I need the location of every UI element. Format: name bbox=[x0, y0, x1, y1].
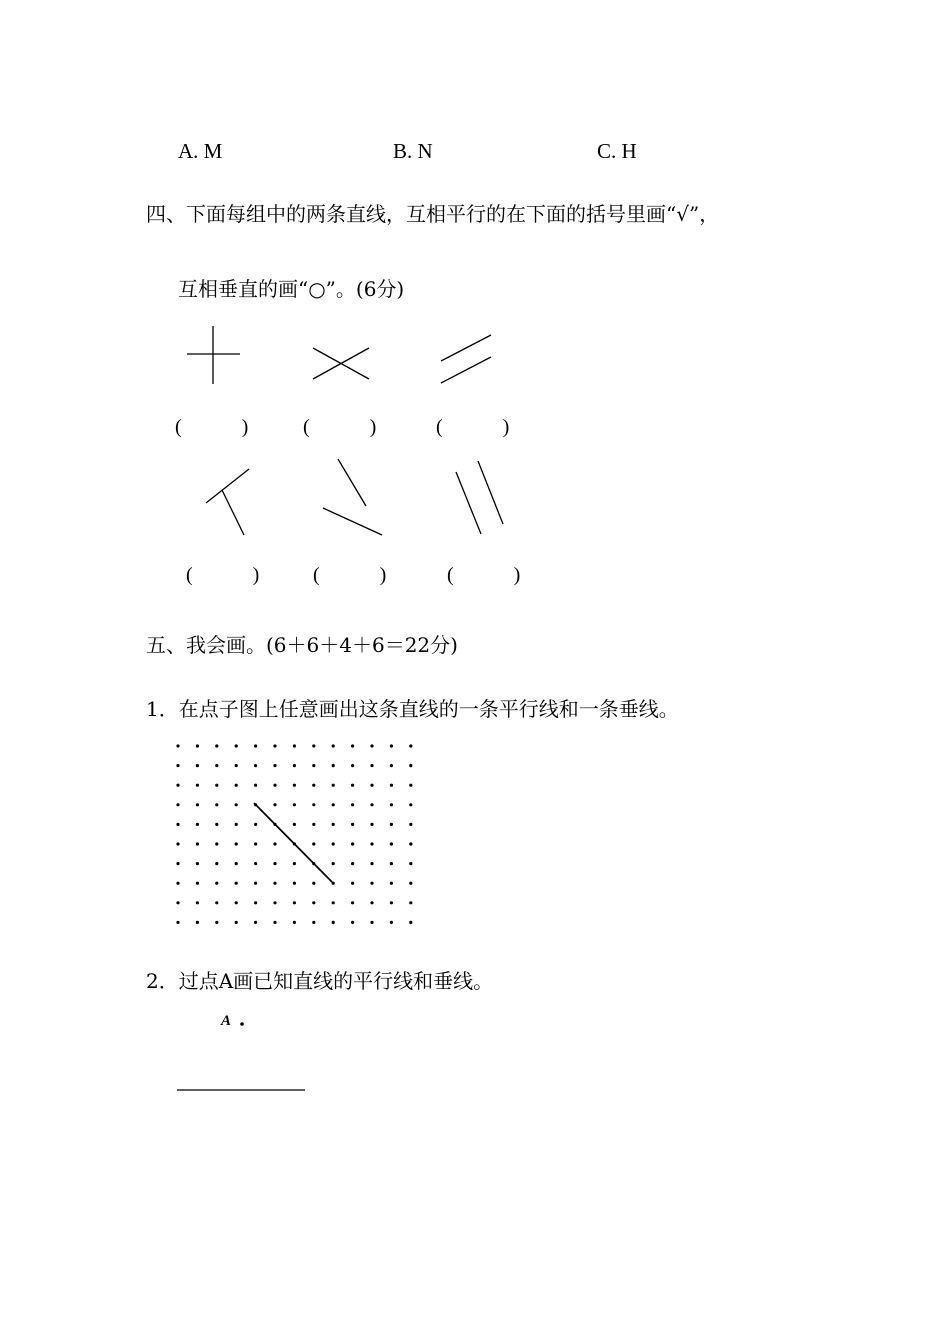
grid-dot bbox=[196, 882, 199, 885]
grid-dot bbox=[196, 744, 199, 747]
grid-dot bbox=[273, 803, 276, 806]
grid-dot bbox=[235, 744, 238, 747]
grid-dot bbox=[293, 921, 296, 924]
grid-dot bbox=[409, 823, 412, 826]
grid-dot bbox=[176, 901, 179, 904]
answer-blank-4[interactable]: ( ) bbox=[186, 564, 260, 586]
grid-dot bbox=[370, 744, 373, 747]
grid-dot bbox=[312, 744, 315, 747]
grid-dot bbox=[176, 784, 179, 787]
figure-intersecting-x bbox=[313, 348, 369, 379]
grid-dot bbox=[351, 842, 354, 845]
grid-dot bbox=[351, 823, 354, 826]
choice-b: B. N bbox=[393, 139, 433, 163]
figure-non-intersecting-lines bbox=[323, 459, 382, 535]
point-a-label: A bbox=[221, 1013, 232, 1029]
grid-dot bbox=[196, 862, 199, 865]
question-1: 1．在点子图上任意画出这条直线的一条平行线和一条垂线。 bbox=[146, 697, 679, 721]
grid-dot bbox=[215, 842, 218, 845]
grid-dot bbox=[293, 784, 296, 787]
section4-instruction-line2: 互相垂直的画“○”。(6分) bbox=[178, 277, 405, 301]
grid-dot bbox=[409, 803, 412, 806]
grid-dot bbox=[215, 921, 218, 924]
grid-dot bbox=[293, 901, 296, 904]
grid-dot bbox=[390, 823, 393, 826]
grid-dot bbox=[390, 882, 393, 885]
answer-blank-5[interactable]: ( ) bbox=[313, 564, 387, 586]
point-a-dot bbox=[240, 1022, 244, 1026]
answer-blank-3[interactable]: ( ) bbox=[436, 416, 510, 438]
grid-dot bbox=[176, 921, 179, 924]
grid-dot bbox=[312, 823, 315, 826]
grid-dot bbox=[235, 901, 238, 904]
grid-dot bbox=[351, 901, 354, 904]
grid-dot bbox=[254, 862, 257, 865]
grid-dot bbox=[332, 764, 335, 767]
grid-dot bbox=[332, 823, 335, 826]
grid-dot bbox=[273, 744, 276, 747]
grid-dot bbox=[409, 882, 412, 885]
grid-dot bbox=[351, 803, 354, 806]
grid-dot bbox=[215, 823, 218, 826]
grid-dot bbox=[215, 784, 218, 787]
grid-dot bbox=[254, 882, 257, 885]
grid-dot bbox=[312, 764, 315, 767]
grid-diagonal-line bbox=[254, 803, 332, 882]
figure-perpendicular-cross bbox=[187, 326, 240, 384]
grid-dot bbox=[196, 921, 199, 924]
grid-dot bbox=[351, 744, 354, 747]
grid-dot bbox=[235, 823, 238, 826]
dot-grid bbox=[176, 744, 412, 924]
grid-dot bbox=[370, 862, 373, 865]
grid-dot bbox=[254, 842, 257, 845]
grid-dot bbox=[176, 803, 179, 806]
grid-dot bbox=[312, 901, 315, 904]
grid-dot bbox=[390, 862, 393, 865]
grid-dot bbox=[235, 862, 238, 865]
figure-parallel-slant bbox=[441, 335, 491, 383]
grid-dot bbox=[370, 901, 373, 904]
grid-dot bbox=[254, 901, 257, 904]
grid-dot bbox=[409, 901, 412, 904]
grid-dot bbox=[215, 803, 218, 806]
grid-dot bbox=[312, 921, 315, 924]
grid-dot bbox=[235, 803, 238, 806]
grid-dot bbox=[254, 784, 257, 787]
grid-dot bbox=[235, 764, 238, 767]
grid-dot bbox=[235, 784, 238, 787]
grid-dot bbox=[390, 921, 393, 924]
grid-dot bbox=[370, 921, 373, 924]
grid-dot bbox=[215, 764, 218, 767]
grid-dot bbox=[235, 921, 238, 924]
choice-a: A. M bbox=[178, 139, 223, 163]
grid-dot bbox=[332, 901, 335, 904]
grid-dot bbox=[332, 862, 335, 865]
grid-dot bbox=[351, 764, 354, 767]
grid-dot bbox=[273, 921, 276, 924]
grid-dot bbox=[293, 764, 296, 767]
grid-dot bbox=[409, 764, 412, 767]
grid-dot bbox=[196, 764, 199, 767]
grid-dot bbox=[370, 803, 373, 806]
grid-dot bbox=[196, 803, 199, 806]
grid-dot bbox=[409, 862, 412, 865]
grid-dot bbox=[215, 882, 218, 885]
grid-dot bbox=[370, 823, 373, 826]
grid-dot bbox=[332, 842, 335, 845]
grid-dot bbox=[254, 823, 257, 826]
grid-dot bbox=[332, 882, 335, 885]
grid-dot bbox=[390, 744, 393, 747]
grid-dot bbox=[273, 842, 276, 845]
grid-dot bbox=[196, 901, 199, 904]
grid-dot bbox=[293, 744, 296, 747]
grid-dot bbox=[370, 882, 373, 885]
grid-dot bbox=[390, 784, 393, 787]
grid-dot bbox=[332, 784, 335, 787]
grid-dot bbox=[370, 842, 373, 845]
grid-dot bbox=[312, 784, 315, 787]
answer-blank-1[interactable]: ( ) bbox=[175, 416, 249, 438]
grid-dot bbox=[196, 823, 199, 826]
grid-dot bbox=[176, 744, 179, 747]
grid-dot bbox=[176, 882, 179, 885]
grid-dot bbox=[293, 862, 296, 865]
choice-c: C. H bbox=[597, 139, 637, 163]
grid-dot bbox=[176, 862, 179, 865]
grid-dot bbox=[235, 882, 238, 885]
grid-dot bbox=[312, 803, 315, 806]
grid-dot bbox=[273, 882, 276, 885]
grid-dot bbox=[390, 901, 393, 904]
grid-dot bbox=[390, 842, 393, 845]
question-2: 2．过点A画已知直线的平行线和垂线。 bbox=[146, 969, 494, 993]
grid-dot bbox=[273, 901, 276, 904]
grid-dot bbox=[332, 921, 335, 924]
grid-dot bbox=[273, 784, 276, 787]
grid-dot bbox=[273, 764, 276, 767]
grid-dot bbox=[332, 803, 335, 806]
grid-dot bbox=[312, 842, 315, 845]
grid-dot bbox=[215, 862, 218, 865]
grid-dot bbox=[332, 744, 335, 747]
answer-blank-6[interactable]: ( ) bbox=[447, 564, 521, 586]
grid-dot bbox=[176, 764, 179, 767]
grid-dot bbox=[254, 744, 257, 747]
grid-dot bbox=[351, 784, 354, 787]
answer-blank-2[interactable]: ( ) bbox=[303, 416, 377, 438]
grid-dot bbox=[370, 784, 373, 787]
grid-dot bbox=[390, 803, 393, 806]
grid-dot bbox=[312, 882, 315, 885]
grid-dot bbox=[351, 921, 354, 924]
grid-dot bbox=[409, 921, 412, 924]
figure-parallel-steep bbox=[456, 461, 503, 534]
grid-dot bbox=[409, 784, 412, 787]
grid-dot bbox=[196, 842, 199, 845]
grid-dot bbox=[293, 823, 296, 826]
grid-dot bbox=[235, 842, 238, 845]
grid-dot bbox=[409, 744, 412, 747]
grid-dot bbox=[215, 744, 218, 747]
grid-dot bbox=[254, 921, 257, 924]
grid-dot bbox=[293, 882, 296, 885]
grid-dot bbox=[293, 803, 296, 806]
grid-dot bbox=[254, 764, 257, 767]
grid-dot bbox=[409, 842, 412, 845]
section5-title: 五、我会画。(6＋6＋4＋6＝22分) bbox=[146, 633, 458, 657]
section4-instruction-line1: 四、下面每组中的两条直线，互相平行的在下面的括号里画“√”， bbox=[146, 202, 720, 226]
grid-dot bbox=[215, 901, 218, 904]
grid-dot bbox=[273, 862, 276, 865]
grid-dot bbox=[370, 764, 373, 767]
grid-dot bbox=[390, 764, 393, 767]
figure-perpendicular-t bbox=[206, 469, 249, 535]
grid-dot bbox=[196, 784, 199, 787]
grid-dot bbox=[176, 842, 179, 845]
grid-dot bbox=[351, 862, 354, 865]
grid-dot bbox=[176, 823, 179, 826]
grid-dot bbox=[351, 882, 354, 885]
